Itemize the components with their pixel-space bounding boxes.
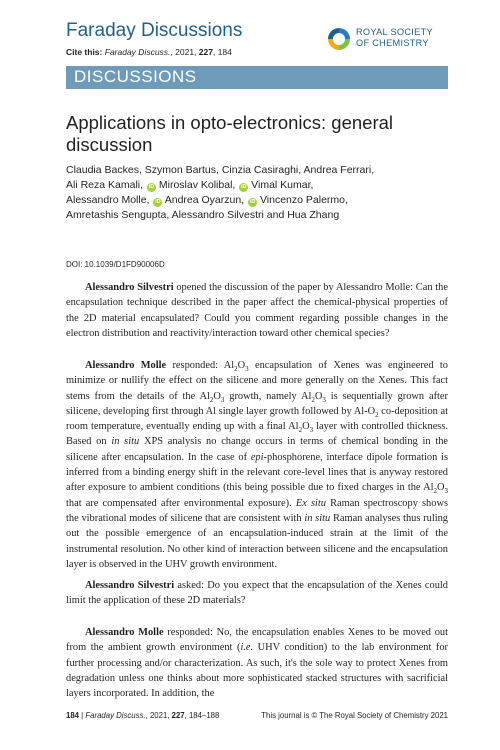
speaker-name: Alessandro Silvestri (85, 282, 174, 293)
footer-copyright: This journal is © The Royal Society of Chemistry 2021 (261, 711, 448, 720)
speaker-name: Alessandro Molle (85, 627, 164, 638)
subscript: 2 (375, 410, 379, 419)
footer-pages: , 184–188 (184, 711, 220, 720)
paragraph-text: -phosphorene, interface dipole formation is inferred from a binding energy shift in the relevant core-level lines that is anyway restored after exposure to ambient conditions (this being possible due to fixed charges in the Al (66, 451, 448, 494)
discussion-paragraph (66, 280, 448, 341)
section-banner (66, 66, 448, 89)
subscript: 2 (209, 395, 214, 404)
italic-term: Ex situ (295, 497, 326, 509)
author-line-4: Amretashis Sengupta, Alessandro Silvestri and Hua Zhang (66, 209, 340, 221)
orcid-icon[interactable]: iD (249, 199, 256, 205)
paper-title: Applications in opto-electronics: general discussion (66, 112, 394, 155)
paragraph-text: Raman spectroscopy shows the vibrational modes of silicene that are consistent with (66, 497, 448, 524)
subscript: 3 (322, 395, 326, 404)
orcid-icon[interactable]: iD (241, 184, 247, 190)
speaker-name: Alessandro Molle (85, 360, 167, 371)
author-name: Vincenzo Palermo, (259, 194, 348, 206)
paragraph-text: XPS analysis no change occurs in terms of chemical bonding in the silicene after encapsulation. In the case of (66, 436, 449, 463)
cite-label: Cite this: (66, 47, 103, 57)
subscript: 3 (444, 487, 448, 496)
paragraph-text: O (302, 421, 310, 433)
italic-term: in situ (304, 512, 331, 524)
subscript: 2 (433, 487, 437, 496)
paragraph-text: O (237, 360, 246, 371)
paragraph-text: co-deposition at room temperature, eventually ending up with a final Al (66, 405, 448, 433)
author-line-1: Claudia Backes, Szymon Bartus, Cinzia Casiraghi, Andrea Ferrari, (66, 164, 375, 176)
discussion-paragraph (66, 358, 448, 572)
journal-title: Faraday Discussions (66, 20, 243, 41)
discussion-paragraph (66, 625, 448, 701)
paragraph-text: Raman analyses thus ruling out the possible emergence of an encapsulation-induced strain at the limit of the instrumental resolution. No other kind of interaction between silicene and the encapsulation layer is observed in the UHV growth environment. (66, 512, 448, 570)
cite-volume: 227 (198, 47, 213, 57)
cite-page: , 184 (212, 47, 232, 57)
italic-term: in situ (111, 436, 140, 448)
paragraph-text: asked: Do you expect that the encapsulation of the Xenes could limit the application of these 2D materials? (66, 580, 448, 607)
orcid-icon[interactable]: iD (148, 184, 155, 190)
subscript: 2 (311, 395, 315, 404)
footer-year: , 2021, (145, 711, 170, 720)
footer-citation (66, 711, 219, 720)
paragraph-text: O (213, 390, 221, 402)
footer-separator: | (79, 711, 86, 720)
orcid-icon[interactable]: iD (155, 199, 161, 205)
page-footer (66, 711, 448, 723)
paragraph-text: UHV condition) to the lab environment for further processing and/or characterization. As such, it's the sole way to protect Xenes from degradation unless one thinks about more sophisticated stacked structures with sacrificial layers incorporated. In addition, the (66, 642, 448, 700)
speaker-name: Alessandro Silvestri (85, 580, 175, 591)
subscript: 2 (234, 365, 238, 374)
paragraph-text: that are compensated after environmental exposure). (66, 497, 296, 509)
italic-term: epi (250, 451, 264, 463)
publisher-logo-line-1: ROYAL SOCIETY (356, 27, 433, 37)
paragraph-text: responded: Al (172, 360, 235, 371)
subscript: 3 (309, 426, 314, 435)
subscript: 3 (245, 365, 249, 374)
publisher-logo-text (356, 27, 433, 49)
publisher-logo-line-2: OF CHEMISTRY (356, 38, 429, 48)
author-name: Ali Reza Kamali, (66, 179, 144, 191)
paragraph-text: is sequentially grown after silicene, developing first through Al single layer growth followed by Al-O (66, 390, 448, 417)
author-line-3 (66, 193, 456, 208)
section-banner-label: DISCUSSIONS (74, 67, 197, 86)
cite-year: , 2021, (170, 47, 197, 57)
paragraph-text: growth, namely Al (224, 390, 312, 402)
paragraph-text: responded: No, the encapsulation enables Xenes to be moved out from the ambient growth environment ( (66, 627, 448, 654)
italic-term: i.e. (240, 642, 254, 654)
paragraph-text: opened the discussion of the paper by Alessandro Molle: Can the encapsulation technique described in the paper affect the chemical-physical properties of the 2D material encapsulated? Could you comment regarding possible changes in the electron distribution and reactivity/interaction toward other chemical species? (66, 282, 448, 339)
paragraph-text: encapsulation of Xenes was engineered to minimize or nullify the effect on the silicene and more generally on the Xenes. This fact stems from the details of the Al (66, 360, 448, 402)
paragraph-text: O (314, 390, 323, 402)
subscript: 2 (298, 426, 303, 435)
doi-link[interactable]: DOI: 10.1039/D1FD90006D (66, 260, 165, 269)
cite-journal: Faraday Discuss. (104, 47, 171, 57)
footer-journal: Faraday Discuss. (85, 711, 146, 720)
subscript: 3 (220, 395, 225, 404)
paragraph-text: layer with controlled thickness. Based on (66, 421, 448, 448)
author-name: Miroslav Kolibal, (158, 179, 236, 191)
citation-line (66, 47, 232, 57)
author-name: Andrea Oyarzun, (164, 194, 245, 206)
publisher-logo-mark-icon (326, 26, 352, 52)
discussion-paragraph (66, 578, 448, 609)
author-list (66, 163, 456, 223)
footer-volume: 227 (171, 711, 185, 720)
page-number: 184 (66, 711, 80, 720)
author-name: Vimal Kumar, (251, 179, 314, 191)
paragraph-text: O (436, 482, 445, 494)
publisher-logo (326, 26, 446, 56)
author-name: Alessandro Molle, (66, 194, 150, 206)
author-line-2 (66, 178, 456, 193)
